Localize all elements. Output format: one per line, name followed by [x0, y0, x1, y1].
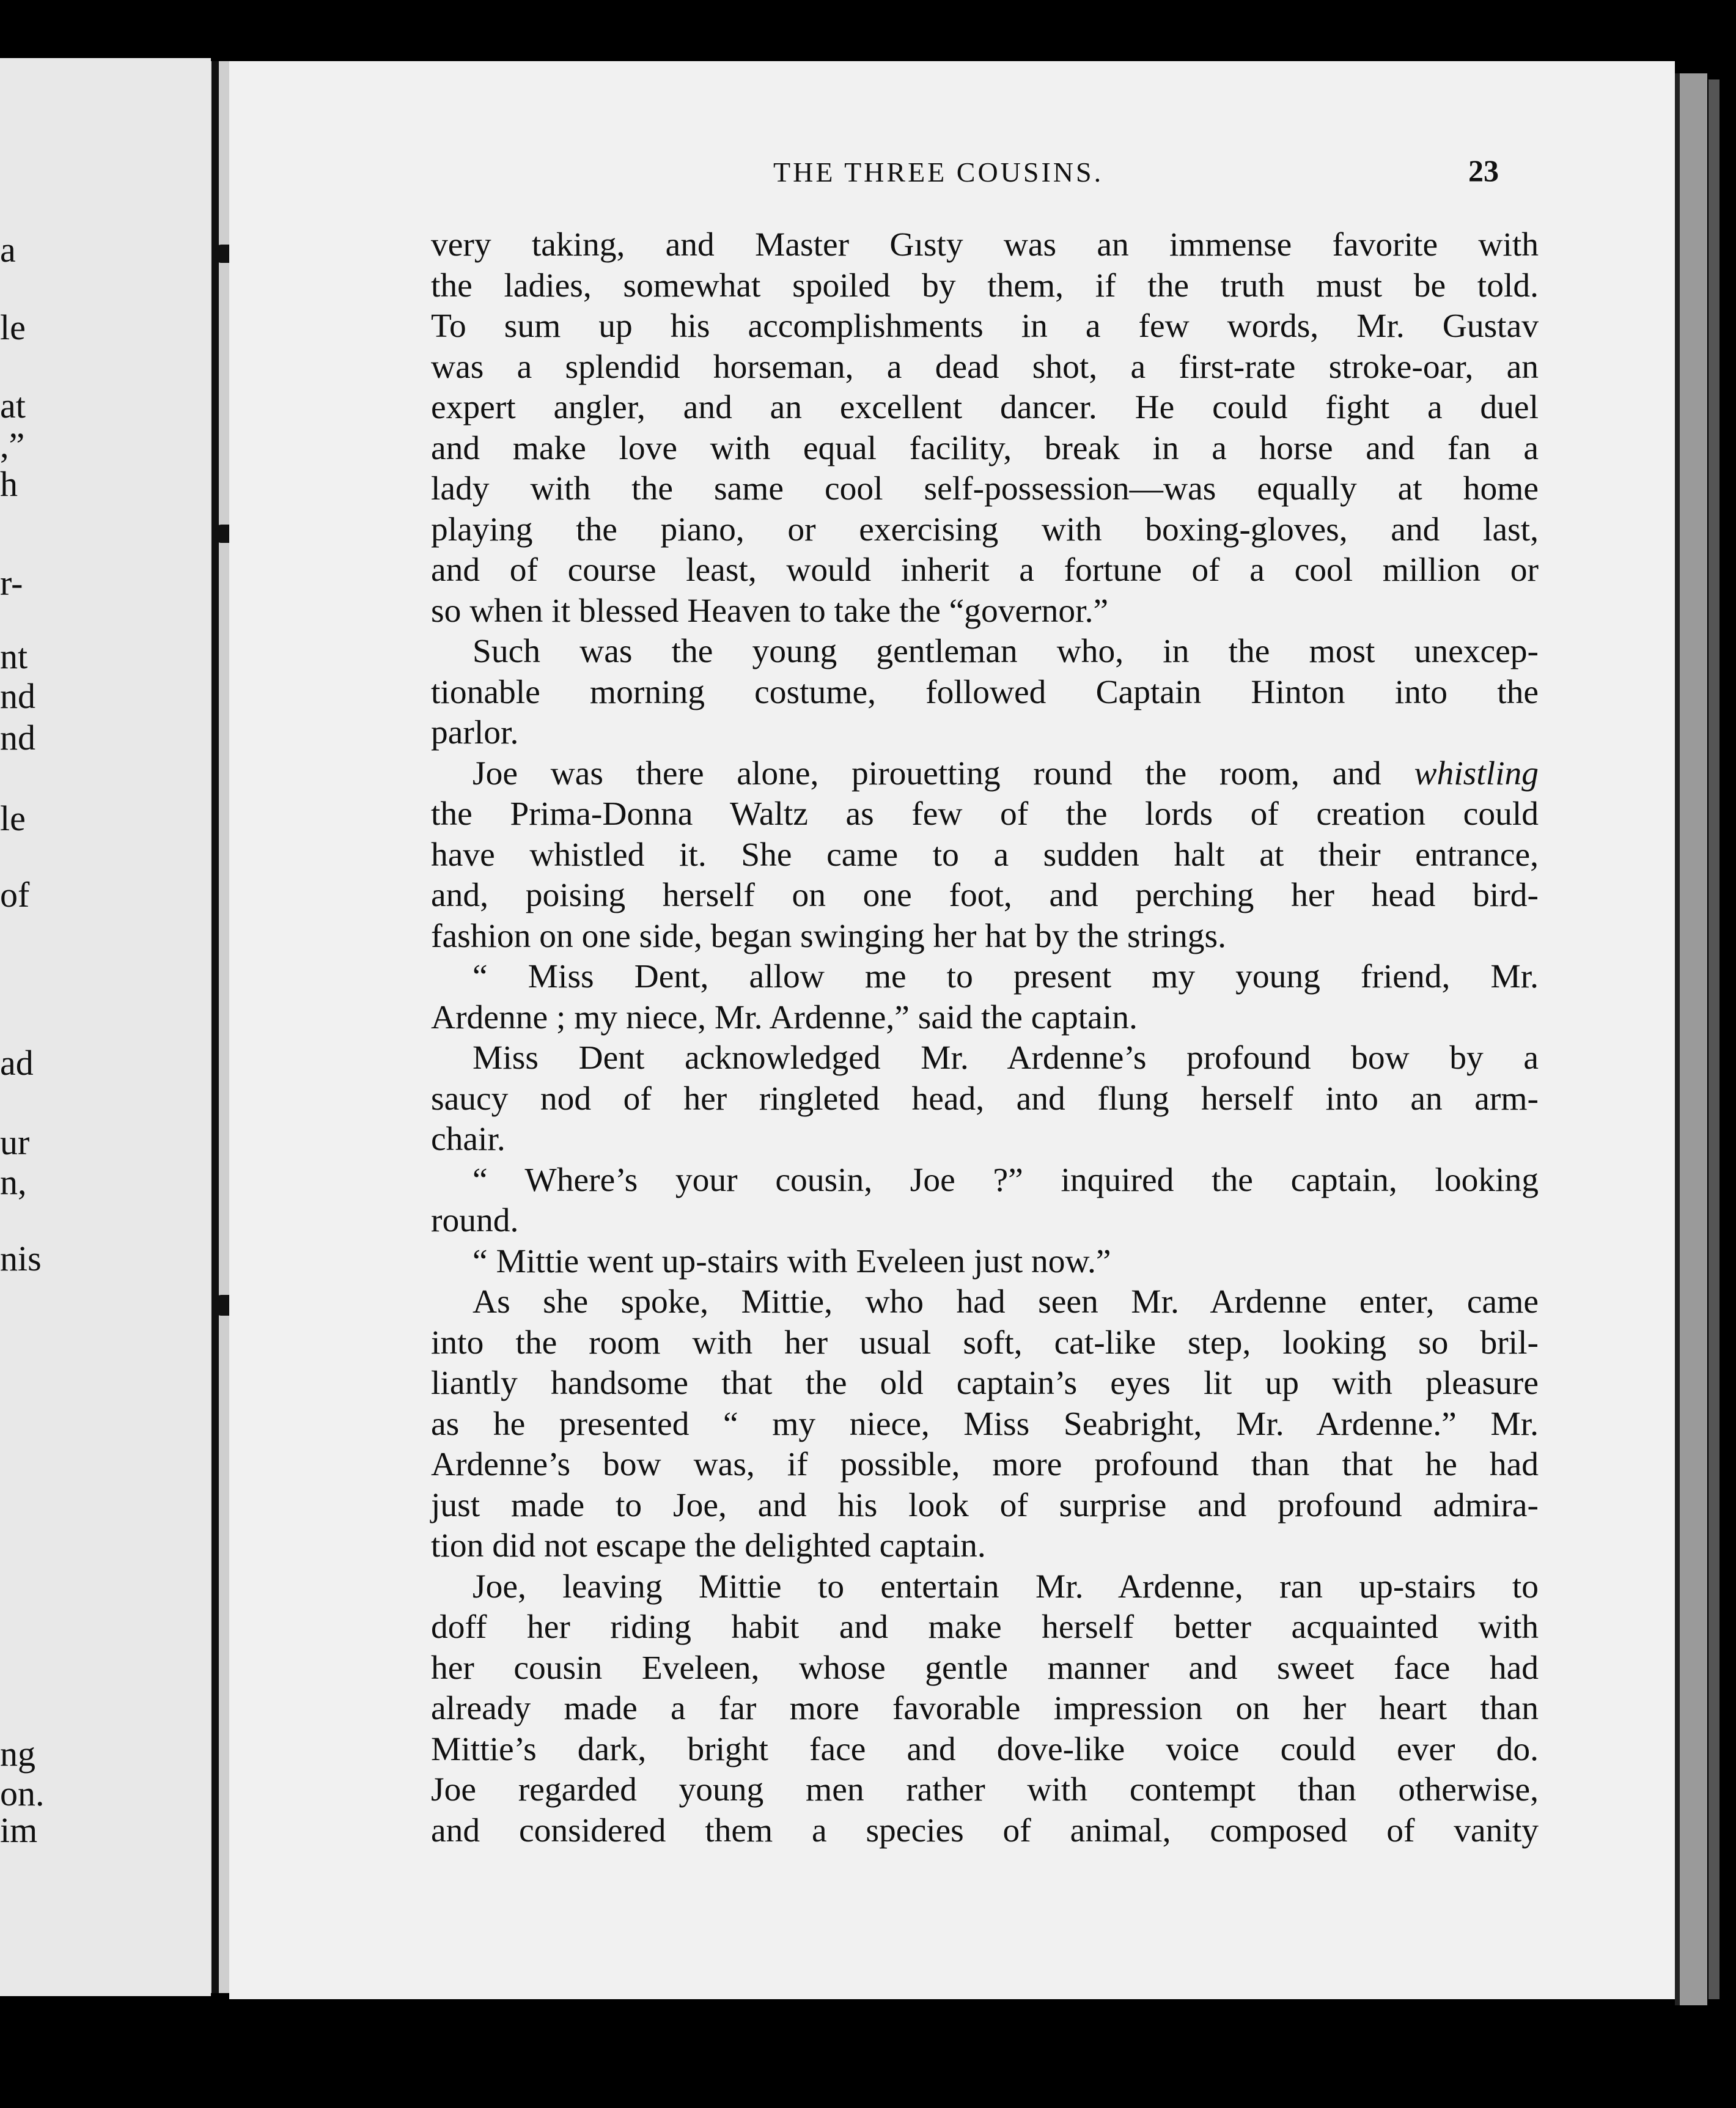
text-line: tion did not escape the delighted captain.: [431, 1527, 986, 1564]
margin-fragment: r-: [0, 563, 23, 603]
text-fragment: Joe: [473, 754, 518, 792]
margin-fragment: le: [0, 308, 26, 347]
text-line: Ardenne’s bow was, if possible, more profound than that he had: [431, 1446, 1539, 1483]
text-line: and make love with equal facility, break in a horse and fan a: [431, 429, 1539, 467]
margin-fragment: ur: [0, 1122, 30, 1162]
text-line: tionable morning costume, followed Captain Hinton into the: [431, 673, 1539, 711]
text-line: chair.: [431, 1121, 506, 1158]
text-line: “ Where’s your cousin, Joe ?” inquired the captain, looking: [473, 1161, 1539, 1199]
previous-page-fragment: [0, 58, 211, 1996]
margin-fragment: ng: [0, 1734, 35, 1774]
body-text: [431, 225, 1539, 1851]
text-line: was a splendid horseman, a dead shot, a first-rate stroke-oar, an: [431, 348, 1539, 386]
text-line: To sum up his accomplishments in a few words, Mr. Gustav: [431, 308, 1539, 345]
margin-fragment: nd: [0, 676, 35, 716]
margin-fragment: n,: [0, 1162, 27, 1202]
margin-fragment: at: [0, 386, 26, 426]
text-line: Joe, leaving Mittie to entertain Mr. Ardenne, ran up-stairs to: [473, 1568, 1539, 1605]
text-line: parlor.: [431, 714, 519, 751]
text-line-with-italic: [431, 754, 1539, 795]
text-line: liantly handsome that the old captain’s eyes lit up with pleasure: [431, 1365, 1539, 1402]
margin-fragment: ,”: [0, 426, 25, 465]
text-line: Ardenne ; my niece, Mr. Ardenne,” said the captain.: [431, 998, 1138, 1036]
text-line: as he presented “ my niece, Miss Seabright, Mr. Ardenne.” Mr.: [431, 1405, 1539, 1443]
text-line: just made to Joe, and his look of surprise and profound admira-: [431, 1486, 1539, 1524]
text-fragment: was there alone, pirouetting round the room, and: [550, 754, 1381, 792]
text-line: Joe regarded young men rather with contempt than otherwise,: [431, 1771, 1539, 1808]
running-head: THE THREE COUSINS.: [773, 157, 1104, 188]
text-line: her cousin Eveleen, whose gentle manner and sweet face had: [431, 1649, 1539, 1687]
margin-fragment: of: [0, 875, 30, 915]
text-line: “ Miss Dent, allow me to present my young friend, Mr.: [473, 958, 1539, 995]
text-line: playing the piano, or exercising with boxing-gloves, and last,: [431, 510, 1539, 548]
margin-fragment: le: [0, 798, 26, 838]
margin-fragment: nis: [0, 1239, 42, 1278]
text-line: saucy nod of her ringleted head, and flung herself into an arm-: [431, 1080, 1539, 1118]
text-line: lady with the same cool self-possession—was equally at home: [431, 470, 1539, 507]
text-line: Such was the young gentleman who, in the most unexcep-: [473, 633, 1539, 670]
margin-fragment: im: [0, 1810, 38, 1850]
text-line: round.: [431, 1202, 519, 1239]
text-line: Mittie’s dark, bright face and dove-like voice could ever do.: [431, 1730, 1539, 1768]
italic-word: whistling: [1414, 754, 1539, 792]
text-line: doff her riding habit and make herself better acquainted with: [431, 1609, 1539, 1646]
text-line: the Prima-Donna Waltz as few of the lords of creation could: [431, 795, 1539, 833]
text-line: very taking, and Master Gısty was an immense favorite with: [431, 226, 1539, 264]
text-line: so when it blessed Heaven to take the “governor.”: [431, 592, 1109, 630]
margin-fragment: a: [0, 230, 16, 270]
text-line: and of course least, would inherit a fortune of a cool million or: [431, 551, 1539, 589]
text-line: have whistled it. She came to a sudden halt at their entrance,: [431, 836, 1539, 874]
margin-fragment: on.: [0, 1774, 45, 1813]
margin-fragment: ad: [0, 1043, 34, 1083]
text-line: and, poising herself on one foot, and perching her head bird-: [431, 877, 1539, 914]
page-edge: [1675, 73, 1707, 2005]
text-line: “ Mittie went up-stairs with Eveleen just now.”: [473, 1242, 1111, 1280]
margin-fragment: nd: [0, 718, 35, 757]
page-edge-shadow: [1708, 79, 1719, 1999]
text-line: As she spoke, Mittie, who had seen Mr. Ardenne enter, came: [473, 1283, 1539, 1321]
margin-fragment: nt: [0, 636, 28, 676]
text-line: into the room with her usual soft, cat-like step, looking so bril-: [431, 1324, 1539, 1362]
page-number: 23: [1468, 153, 1499, 188]
text-line: Miss Dent acknowledged Mr. Ardenne’s profound bow by a: [473, 1039, 1539, 1077]
text-line: fashion on one side, began swinging her hat by the strings.: [431, 917, 1226, 955]
binding-line: [211, 61, 219, 1993]
text-line: expert angler, and an excellent dancer. He could fight a duel: [431, 389, 1539, 426]
text-line: the ladies, somewhat spoiled by them, if the truth must be told.: [431, 267, 1539, 304]
text-line: and considered them a species of animal, composed of vanity: [431, 1811, 1539, 1849]
margin-fragment: h: [0, 464, 18, 504]
text-line: already made a far more favorable impression on her heart than: [431, 1690, 1539, 1727]
